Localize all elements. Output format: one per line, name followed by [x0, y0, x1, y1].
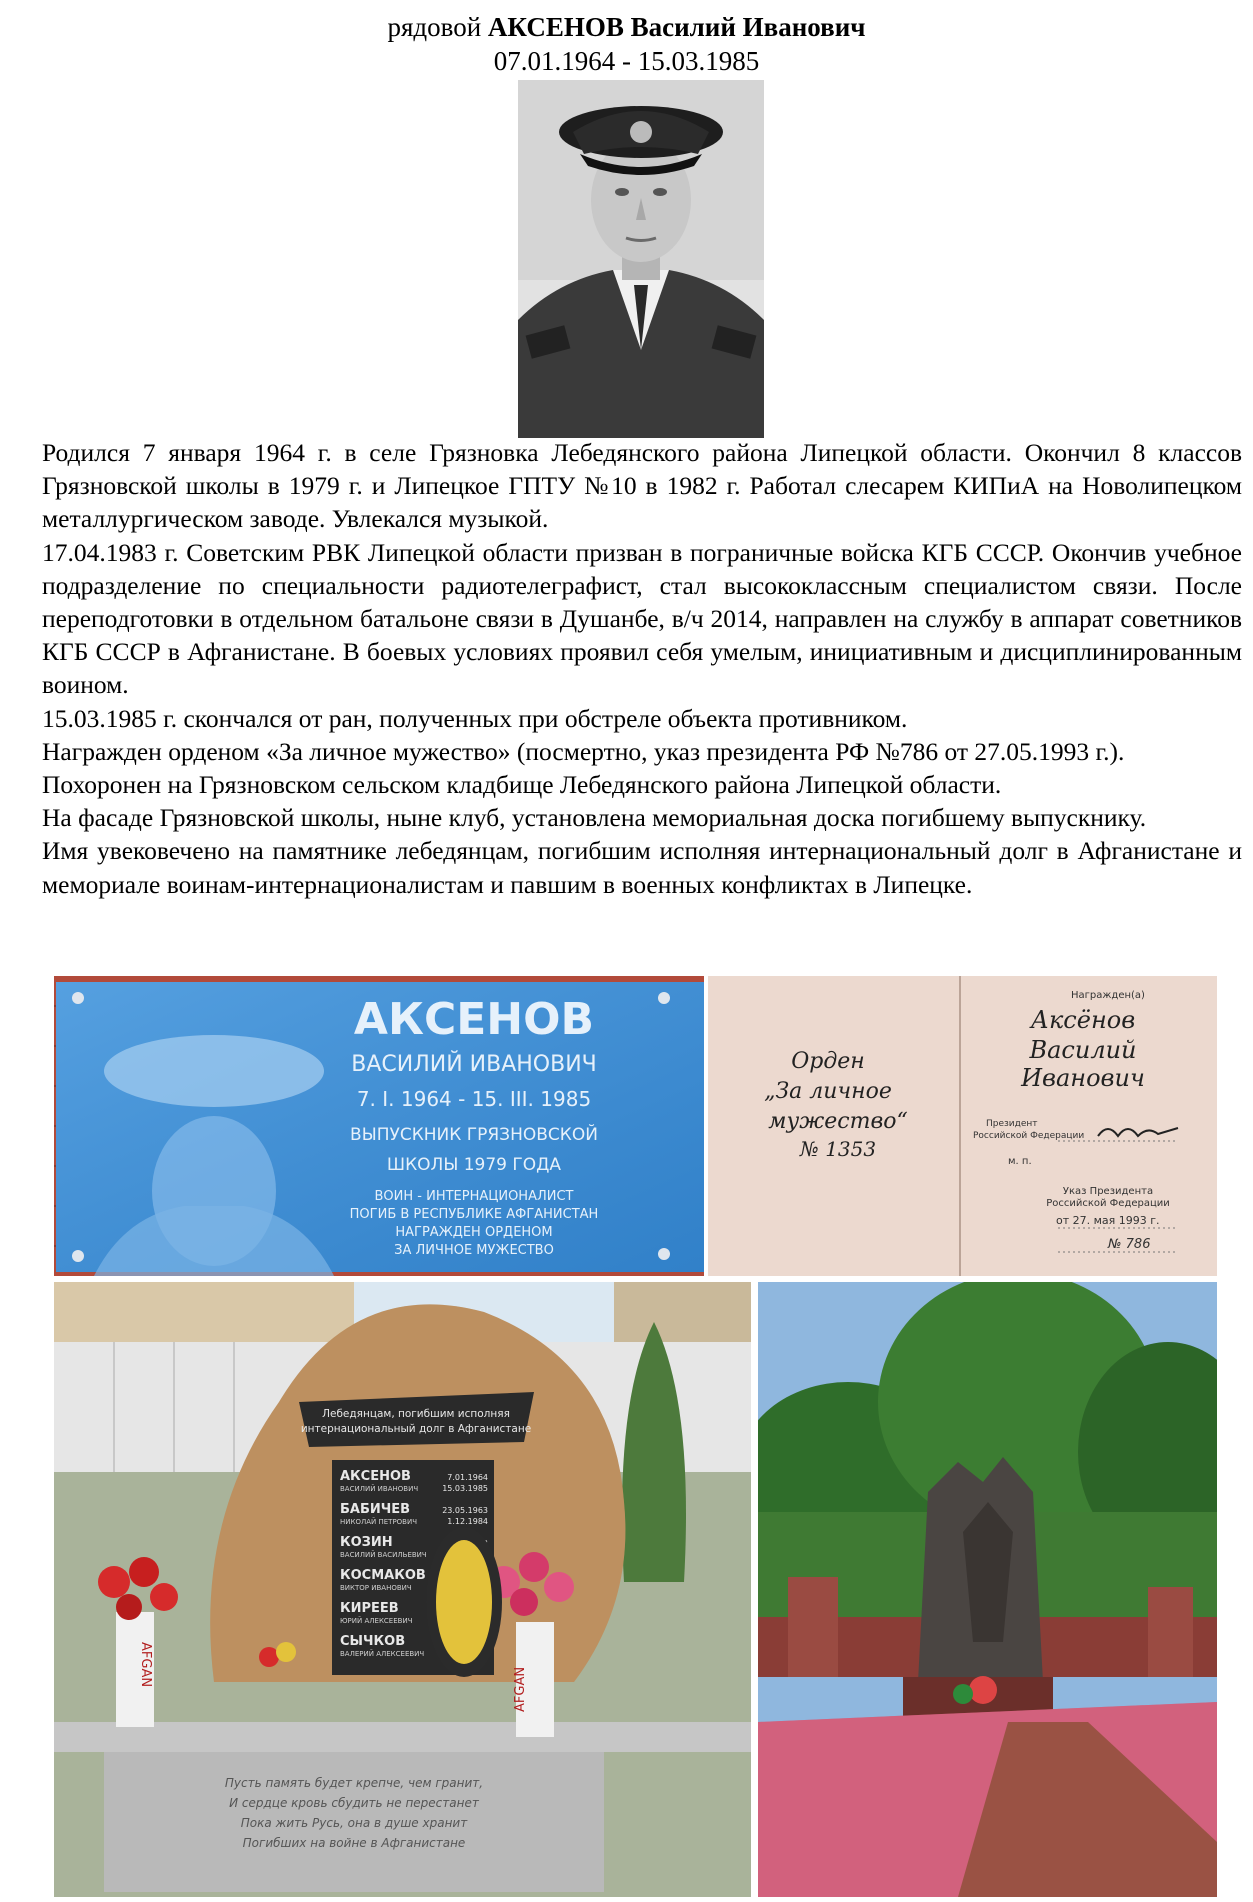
plaque-line: ВЫПУСКНИК ГРЯЗНОВСКОЙ — [350, 1125, 598, 1145]
monument-header: Лебедянцам, погибшим исполняя — [322, 1408, 510, 1420]
monument-name-surname: КОСМАКОВ — [340, 1568, 426, 1583]
president-label: Президент — [986, 1119, 1038, 1129]
base-verse-line: Пусть память будет крепче, чем гранит, — [224, 1776, 484, 1790]
monument-name-surname: КОЗИН — [340, 1535, 393, 1550]
monument-header: интернациональный долг в Афганистане — [300, 1423, 532, 1435]
monument-name-birth: 23.05.1963 — [442, 1506, 488, 1515]
plaque-line: ЗА ЛИЧНОЕ МУЖЕСТВО — [394, 1243, 554, 1258]
monument-name-given: ВАСИЛИЙ ИВАНОВИЧ — [340, 1485, 419, 1493]
biography-text — [42, 436, 1242, 901]
president-label: Российской Федерации — [973, 1131, 1085, 1141]
decree-label: Российской Федерации — [1046, 1198, 1170, 1209]
plaque-surname: АКСЕНОВ — [353, 994, 595, 1045]
document-header — [0, 10, 1253, 78]
bio-paragraph: Родился 7 января 1964 г. в селе Грязновка Лебедянского района Липецкой области. Окончил 8 классов Грязновской школы в 1979 г. и Липецкое ГПТУ №10 в 1982 г. Работал слесарем КИПиА на Новолипецком металлургическом заводе. Увлекался музыкой. — [42, 438, 1242, 534]
decree-date: от 27. мая 1993 г. — [1056, 1214, 1160, 1227]
base-verse-line: Погибших на войне в Афганистане — [242, 1836, 466, 1850]
monument-name-death: 1.12.1984 — [447, 1517, 488, 1526]
award-line: „За личное — [764, 1079, 892, 1104]
title-line — [0, 10, 1253, 44]
vase-label: AFGAN — [513, 1666, 528, 1712]
award-line: Орден — [791, 1049, 865, 1074]
decree-label: Указ Президента — [1062, 1186, 1154, 1197]
award-line: мужество“ — [768, 1109, 908, 1134]
awarded-label: Награжден(а) — [1071, 990, 1145, 1001]
monument-name-given: НИКОЛАЙ ПЕТРОВИЧ — [340, 1518, 418, 1526]
plaque-line: НАГРАЖДЕН ОРДЕНОМ — [395, 1225, 553, 1240]
memorial-plaque-photo — [54, 976, 704, 1276]
monument-stone-photo — [54, 1282, 751, 1897]
bio-paragraph: На фасаде Грязновской школы, ныне клуб, установлена мемориальная доска погибшему выпускнику. — [42, 803, 1147, 833]
bio-paragraph: Имя увековечено на памятнике лебедянцам, погибшим исполняя интернациональный долг в Афганистане и мемориале воинам-интернационалистам и павшим в военных конфликтах в Липецке. — [42, 836, 1242, 899]
monument-name-surname: БАБИЧЕВ — [340, 1502, 411, 1517]
base-verse-line: И сердце кровь сбудить не перестанет — [229, 1796, 479, 1810]
monument-name-death: 15.03.1985 — [442, 1484, 488, 1493]
portrait-drawing — [518, 80, 764, 438]
awardee-surname: Аксёнов — [1030, 1006, 1136, 1034]
soldier-portrait — [518, 80, 764, 438]
monument-name-given: ВАЛЕРИЙ АЛЕКСЕЕВИЧ — [340, 1650, 425, 1658]
rank-label: рядовой — [387, 12, 482, 42]
plaque-given-name: ВАСИЛИЙ ИВАНОВИЧ — [351, 1052, 597, 1077]
bio-paragraph: 15.03.1985 г. скончался от ран, полученных при обстреле объекта противником. — [42, 703, 908, 733]
plaque-line: ВОИН - ИНТЕРНАЦИОНАЛИСТ — [374, 1189, 574, 1204]
base-verse-line: Пока жить Русь, она в душе хранит — [240, 1816, 468, 1830]
monument-name-given: ВИКТОР ИВАНОВИЧ — [340, 1584, 412, 1592]
award-number: № 1353 — [799, 1137, 877, 1161]
life-dates: 07.01.1964 - 15.03.1985 — [493, 46, 760, 76]
bio-paragraph: 17.04.1983 г. Советским РВК Липецкой области призван в пограничные войска КГБ СССР. Окончив учебное подразделение по специальности радиотелеграфист, стал высококлассным специалистом связи. После переподготовки в отдельном батальоне связи в Душанбе, в/ч 2014, направлен на службу в аппарат советников КГБ СССР в Афганистане. В боевых условиях проявил себя умелым, инициативным и дисциплинированным воином. — [42, 537, 1242, 700]
monument-name-surname: СЫЧКОВ — [340, 1634, 406, 1649]
monument-name-given: ЮРИЙ АЛЕКСЕЕВИЧ — [340, 1617, 413, 1625]
monument-name-surname: АКСЕНОВ — [340, 1469, 411, 1484]
monument-name-surname: КИРЕЕВ — [340, 1601, 399, 1616]
awardee-given: Василий — [1029, 1036, 1137, 1064]
vase-label: AFGAN — [138, 1642, 153, 1688]
decree-number: № 786 — [1108, 1237, 1151, 1252]
monument-name-birth: 7.01.1964 — [447, 1473, 488, 1482]
plaque-line: ПОГИБ В РЕСПУБЛИКЕ АФГАНИСТАН — [349, 1207, 599, 1222]
lipetsk-memorial-photo — [758, 1282, 1217, 1897]
plaque-dates: 7. I. 1964 - 15. III. 1985 — [356, 1087, 592, 1111]
plaque-line: ШКОЛЫ 1979 ГОДА — [386, 1155, 562, 1175]
soldier-name: АКСЕНОВ Василий Иванович — [487, 12, 866, 42]
bio-paragraph: Награжден орденом «За личное мужество» (посмертно, указ президента РФ №786 от 27.05.1993 г.). — [42, 736, 1125, 766]
mp-label: м. п. — [1008, 1156, 1032, 1167]
award-certificate-photo — [708, 976, 1217, 1276]
bio-paragraph: Похоронен на Грязновском сельском кладбище Лебедянского района Липецкой области. — [42, 770, 1002, 800]
awardee-patronymic: Иванович — [1021, 1064, 1145, 1092]
monument-name-given: ВАСИЛИЙ ВАСИЛЬЕВИЧ — [340, 1551, 427, 1559]
